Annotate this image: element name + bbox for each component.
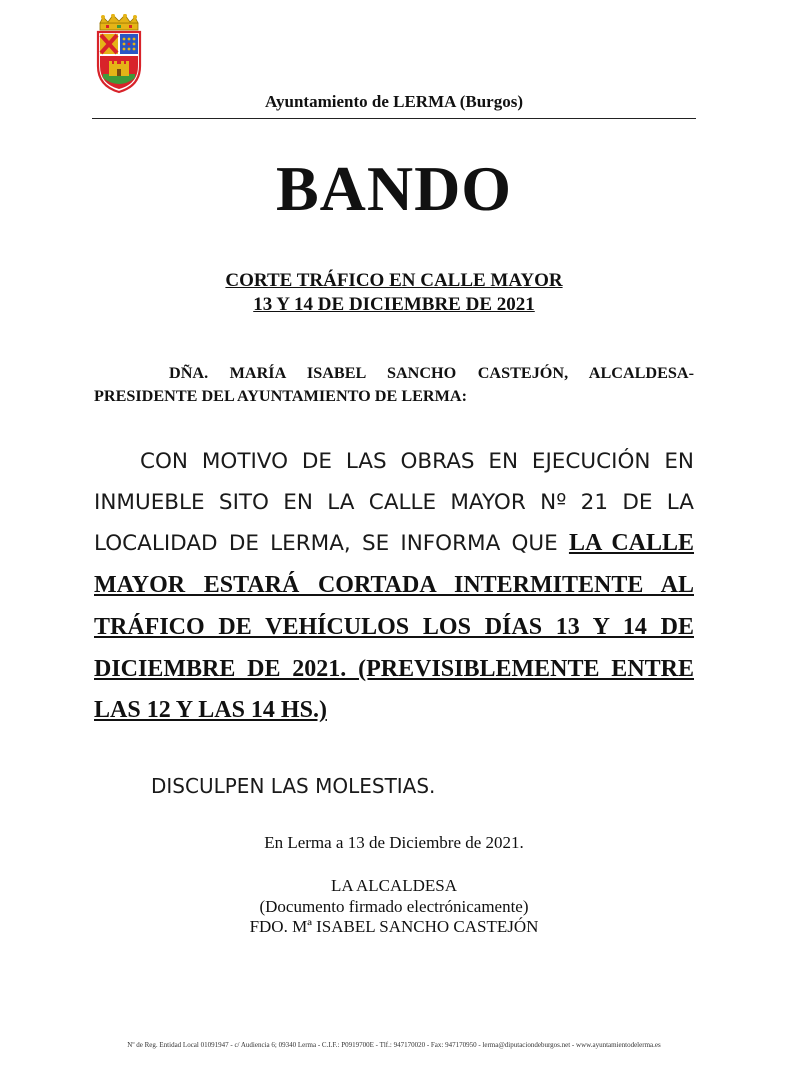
footer-contact-info: Nº de Reg. Entidad Local 01091947 - c/ Audiencia 6; 09340 Lerma - C.I.F.: P0919700E - Tlf.: 947170020 - Fax: 947170950 - lerma@diputaciondeburgos.net - www.ayuntamientodelerma.es [127, 1041, 661, 1049]
signature-block [0, 876, 788, 938]
apology-line: DISCULPEN LAS MOLESTIAS. [151, 774, 436, 798]
subject-line-1: CORTE TRÁFICO EN CALLE MAYOR [225, 270, 563, 291]
signature-name: FDO. Mª ISABEL SANCHO CASTEJÓN [249, 917, 539, 936]
crown-icon [100, 14, 138, 30]
place-and-date: En Lerma a 13 de Diciembre de 2021. [264, 833, 524, 852]
issuer-intro: DÑA. MARÍA ISABEL SANCHO CASTEJÓN, ALCALDESA-PRESIDENTE DEL AYUNTAMIENTO DE LERMA: [94, 364, 694, 405]
notice-body-emphasis: LA CALLE MAYOR ESTARÁ CORTADA INTERMITENTE AL TRÁFICO DE VEHÍCULOS LOS DÍAS 13 Y 14 DE DICIEMBRE DE 2021. (PREVISIBLEMENTE ENTRE LAS 12 Y LAS 14 HS.) [94, 530, 695, 724]
signature-note: (Documento firmado electrónicamente) [259, 896, 529, 916]
coat-of-arms-icon [93, 14, 145, 94]
subject-line-2: 13 Y 14 DE DICIEMBRE DE 2021 [253, 294, 535, 315]
subject-heading [0, 269, 788, 317]
document-title: BANDO [275, 153, 513, 224]
notice-body [94, 442, 694, 732]
notice-body-text: CON MOTIVO DE LAS OBRAS EN EJECUCIÓN EN INMUEBLE SITO EN LA CALLE MAYOR Nº 21 DE LA LOCALIDAD DE LERMA, SE INFORMA QUE [94, 449, 694, 557]
signature-role: LA ALCALDESA [330, 876, 458, 895]
header-divider [92, 118, 696, 119]
institution-name: Ayuntamiento de LERMA (Burgos) [265, 92, 523, 111]
